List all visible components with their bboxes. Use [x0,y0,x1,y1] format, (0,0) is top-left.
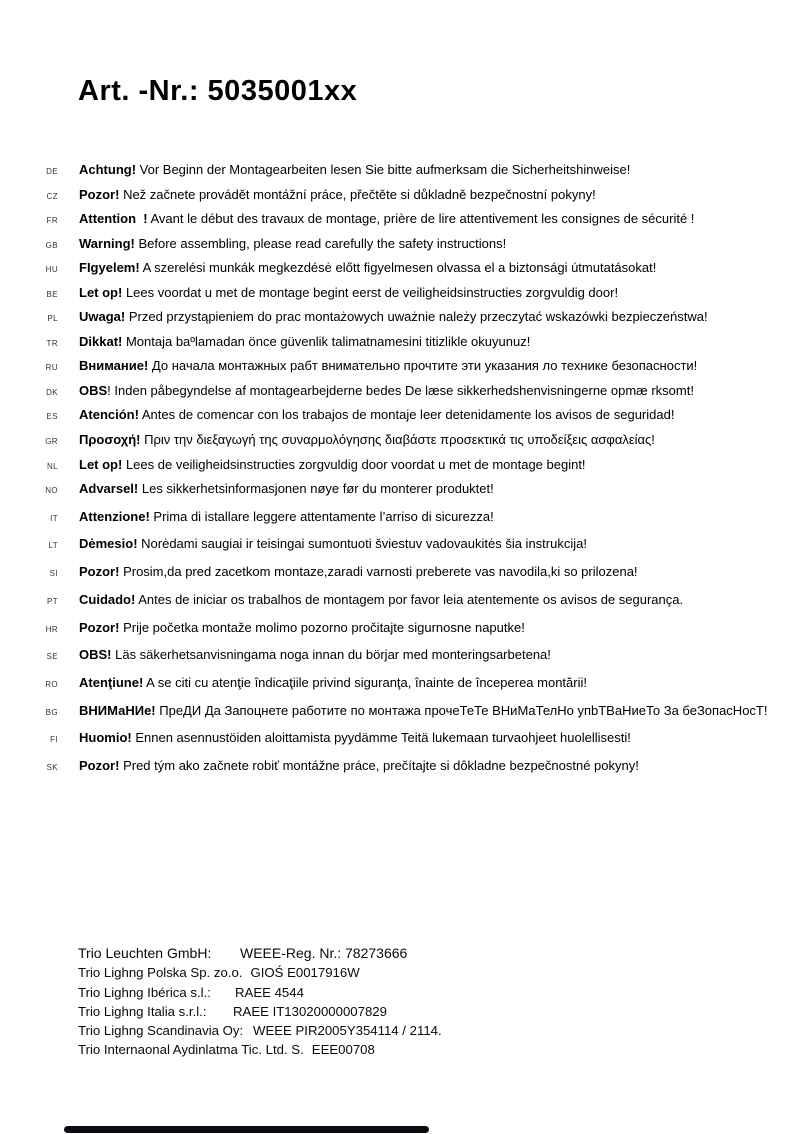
company-label: Trio Internaonal Aydinlatma Tic. Ltd. S. [78,1042,304,1058]
article-number-title: Art. -Nr.: 5035001xx [78,75,358,107]
warning-message [79,334,530,349]
registration-value: WEEE-Reg. Nr.: 78273666 [240,945,408,961]
footer-line [78,1021,442,1040]
warning-message [79,509,494,524]
warning-text: Vor Beginn der Montagearbeiten lesen Sie bitte aufmerksam die Sicherheitshinweise! [136,162,631,177]
language-code: SK [46,762,58,772]
warning-message [79,592,683,607]
warning-row-de [0,162,802,187]
warning-text: Les sikkerhetsinformasjonen nøye før du monterer produktet! [138,481,494,497]
footer-line [78,1040,442,1059]
warning-row-pt [0,592,802,620]
warning-row-gb [0,236,802,261]
warning-lead: Внимание! [79,358,149,374]
warning-message [79,647,551,662]
warning-message [79,481,494,496]
warning-row-bg [0,703,802,731]
warning-lead: Atención! [79,407,139,423]
company-label: Trio Lighng Scandinavia Oy: [78,1023,244,1039]
language-code: FR [46,216,58,226]
warning-row-fi [0,730,802,758]
warning-text: Pred tým ako začnete robiť montážne práce, prečítajte si dôkladne bezpečnostné pokyny! [119,757,639,773]
warning-row-sk [0,758,802,786]
warning-lead: Pozor! [79,186,120,202]
language-code: LT [48,541,58,551]
language-code: BG [45,707,58,717]
warning-message [79,432,655,447]
warning-message [79,457,586,472]
warning-message [79,758,639,773]
warning-lead: Pozor! [79,757,120,773]
language-code: GB [45,240,58,250]
company-label: Trio Lighng Italia s.r.l.: [78,1003,207,1019]
warning-lead: Προσοχή! [79,432,141,448]
warning-message [79,162,630,177]
warning-text: Avant le début des travaux de montage, prière de lire attentivement les consignes de sécurité ! [147,211,695,227]
registration-value: WEEE PIR2005Y354114 / 2114. [253,1023,442,1039]
warning-row-si [0,564,802,592]
warning-row-fr [0,211,802,236]
language-code: IT [50,513,58,523]
language-code: ES [46,412,58,422]
language-code: FI [50,735,58,745]
warning-text: Przed przystąpieniem do prac montażowych uważnie należy przeczytać wskazówki bezpieczeństwa! [125,309,708,325]
footer-line [78,1002,442,1021]
warning-row-it [0,509,802,537]
warning-row-gr [0,432,802,457]
warning-lead: Let op! [79,456,123,472]
warning-text: ! Inden påbegyndelse af montagearbejderne bedes De læse sikkerhedshenvisningerne opmæ rksomt! [107,382,694,398]
warning-text: Läs säkerhetsanvisningama noga innan du börjar med monteringsarbetena! [111,647,551,663]
warning-row-ro [0,675,802,703]
warning-row-no [0,481,802,509]
warning-message [79,536,587,551]
language-code: HR [45,624,58,634]
registration-value: GIOŚ E0017916W [250,965,360,981]
warning-row-se [0,647,802,675]
warning-text: Norėdami saugiai ir teisingai sumontuoti šviestuv vadovaukitės šia instrukcija! [137,536,587,552]
warning-message [79,703,767,718]
warning-message [79,260,656,275]
footer-registrations [78,944,442,1060]
footer-line [78,944,442,963]
warning-lead: Advarsel! [79,481,139,497]
warning-row-hu [0,260,802,285]
warning-row-nl [0,457,802,482]
language-code: GR [45,437,58,447]
warning-text: Πριν την διεξαγωγή της συναρμολόγησης διαβάστε προσεκτικά τις υποδείξεις ασφαλείας! [140,432,655,448]
warning-list [0,162,802,786]
company-label: Trio Lighng Polska Sp. zo.o. [78,965,243,981]
warning-lead: OBS [79,382,108,398]
warning-message [79,564,638,579]
company-label: Trio Leuchten GmbH: [78,945,212,961]
registration-value: EEE00708 [311,1042,375,1058]
language-code: SE [46,652,58,662]
language-code: NO [45,486,58,496]
warning-row-hr [0,620,802,648]
warning-text: Lees voordat u met de montage begint eerst de veiligheidsinstructies zorgvuldig door! [122,284,619,300]
warning-message [79,285,618,300]
company-label: Trio Lighng Ibérica s.l.: [78,984,211,1000]
language-code: NL [46,461,58,471]
page-indicator-bar [64,1126,429,1133]
warning-message [79,407,674,422]
warning-lead: Attenzione! [79,508,150,524]
warning-message [79,211,694,226]
warning-text: A szerelési munkák megkezdésė előtt figyelmesen olvassa el a biztonsági útmutatásokat! [139,260,657,276]
warning-text: Prije početka montaže molimo pozorno pročitajte sigurnosne naputke! [119,619,525,635]
language-code: PT [46,596,58,606]
warning-text: Prosim,da pred zacetkom montaze,zaradi varnosti preberete vas navodila,ki so prilozena! [119,564,638,580]
warning-text: Antes de comencar con los trabajos de montaje leer detenidamente los avisos de seguridad! [138,407,675,423]
footer-line [78,963,442,982]
warning-lead: Achtung! [79,162,137,177]
warning-row-ru [0,358,802,383]
warning-message [79,358,697,373]
registration-value: RAEE 4544 [235,984,304,1000]
warning-text: Before assembling, please read carefully the safety instructions! [134,235,507,251]
language-code: RO [45,679,58,689]
language-code: RU [45,363,58,373]
language-code: PL [47,314,58,324]
warning-text: Antes de iniciar os trabalhos de montagem por favor leia atentemente os avisos de segurança. [135,591,684,607]
warning-row-tr [0,334,802,359]
warning-text: Než začnete provádět montážní práce, přečtěte si důkladně bezpečnostní pokyny! [119,186,596,202]
warning-text: Lees de veiligheidsinstructies zorgvuldig door voordat u met de montage begint! [122,456,586,472]
warning-row-es [0,407,802,432]
warning-lead: Cuidado! [79,591,136,607]
warning-message [79,236,506,251]
warning-row-cz [0,187,802,212]
warning-lead: ВНИМаНИе! [79,702,156,718]
language-code: SI [49,569,58,579]
warning-lead: OBS! [79,647,112,663]
warning-message [79,187,596,202]
warning-lead: Dikkat! [79,333,123,349]
warning-lead: Dėmesio! [79,536,138,552]
warning-row-pl [0,309,802,334]
warning-message [79,620,525,635]
warning-message [79,309,708,324]
warning-text: До начала монтажных рабт внимательно прочтите эти указания ло технике безопасности! [148,358,698,374]
warning-lead: Attention ! [79,211,148,227]
warning-row-be [0,285,802,310]
warning-row-dk [0,383,802,408]
warning-lead: Atenţiune! [79,674,144,690]
warning-lead: Pozor! [79,619,120,635]
language-code: TR [46,338,58,348]
warning-message [79,383,694,398]
language-code: HU [45,265,58,275]
warning-message [79,730,631,745]
warning-row-lt [0,536,802,564]
warning-text: ПреДИ Да Запоцнете работите по монтажа прочеТеТе ВНиМаТелНо упbТВаНиеТо За беЗопасНосТ! [155,702,768,718]
language-code: CZ [46,191,58,201]
footer-line [78,983,442,1002]
warning-text: Prima di istallare leggere attentamente l’arriso di sicurezza! [149,508,494,524]
language-code: DE [46,167,58,176]
warning-lead: Uwaga! [79,309,126,325]
warning-lead: FIgyelem! [79,260,140,276]
warning-lead: Let op! [79,284,123,300]
registration-value: RAEE IT13020000007829 [233,1003,387,1019]
warning-lead: Huomio! [79,730,132,746]
warning-text: Ennen asennustöiden aloittamista pyydämme Teitä lukemaan turvaohjeet huolellisesti! [131,730,631,746]
language-code: BE [46,289,58,299]
warning-message [79,675,587,690]
warning-lead: Pozor! [79,564,120,580]
language-code: DK [46,387,58,397]
warning-lead: Warning! [79,235,135,251]
warning-text: A se citi cu atenţie îndicaţiile privind siguranţa, înainte de începerea montării! [143,674,587,690]
warning-text: Montaja baºlamadan önce güvenlik talimatnamesini titizlikle okuyunuz! [122,333,531,349]
